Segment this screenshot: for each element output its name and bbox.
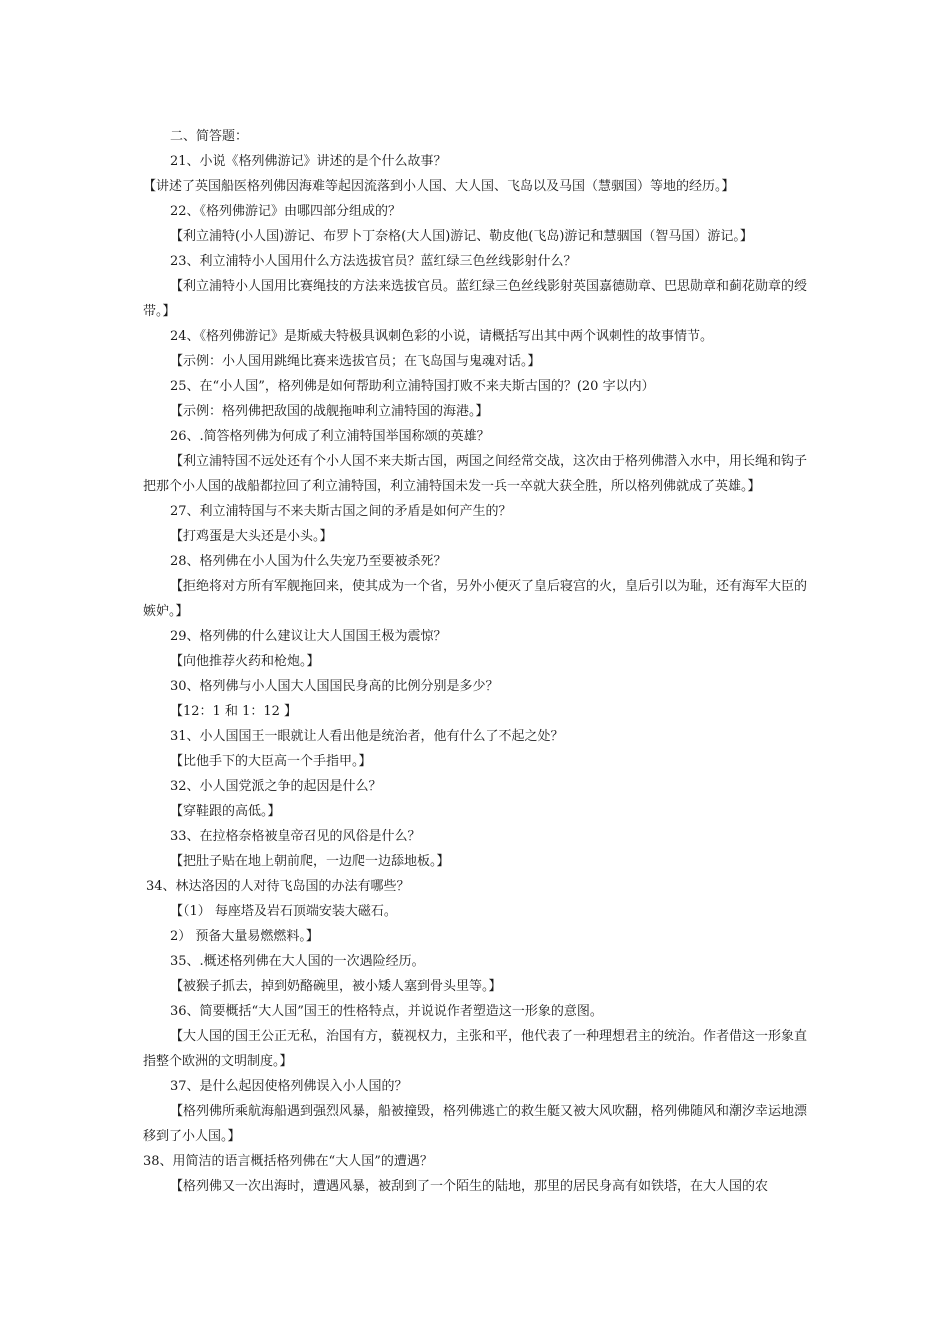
question-32: 32、小人国党派之争的起因是什么？ <box>170 779 382 794</box>
question-28: 28、格列佛在小人国为什么失宠乃至要被杀死？ <box>170 554 447 569</box>
answer-25: 【示例：格列佛把敌国的战舰拖呻利立浦特国的海港。】 <box>170 404 489 419</box>
answer-30: 【12：1 和 1：12 】 <box>170 704 298 719</box>
question-23: 23、利立浦特小人国用什么方法选拔官员？蓝红绿三色丝线影射什么？ <box>170 254 577 269</box>
question-36: 36、简要概括“大人国”国王的性格特点，并说说作者塑造这一形象的意图。 <box>170 1004 603 1019</box>
answer-36: 【大人国的国王公正无私，治国有方，藐视权力，主张和平，他代表了一种理想君主的统治。作者借这一形象直指整个欧洲的文明制度。】 <box>143 1029 808 1069</box>
question-35: 35、.概述格列佛在大人国的一次遇险经历。 <box>170 954 425 969</box>
answer-29: 【向他推荐火药和枪炮。】 <box>170 654 320 669</box>
question-27: 27、利立浦特国与不来夫斯古国之间的矛盾是如何产生的？ <box>170 504 512 519</box>
answer-21: 【讲述了英国船医格列佛因海难等起因流落到小人国、大人国、飞岛以及马国（慧骃国）等地的经历。】 <box>143 179 735 194</box>
answer-24: 【示例：小人国用跳绳比赛来选拔官员；在飞岛国与鬼魂对话。】 <box>170 354 541 369</box>
answer-35: 【被猴子抓去，掉到奶酪碗里，被小矮人塞到骨头里等。】 <box>170 979 502 994</box>
answer-27: 【打鸡蛋是大头还是小头。】 <box>170 529 333 544</box>
question-21: 21、小说《格列佛游记》讲述的是个什么故事？ <box>170 154 447 169</box>
answer-37: 【格列佛所乘航海船遇到强烈风暴，船被撞毁，格列佛逃亡的救生艇又被大风吹翻，格列佛随风和潮汐幸运地漂移到了小人国。】 <box>143 1104 808 1144</box>
question-31: 31、小人国国王一眼就让人看出他是统治者，他有什么了不起之处？ <box>170 729 564 744</box>
answer-33: 【把肚子贴在地上朝前爬，一边爬一边舔地板。】 <box>170 854 450 869</box>
answer-32: 【穿鞋跟的高低。】 <box>170 804 281 819</box>
document-body <box>143 124 807 1199</box>
answer-22: 【利立浦特(小人国)游记、布罗卜丁奈格(大人国)游记、勒皮他(飞岛)游记和慧骃国（智马国）游记。】 <box>170 229 753 244</box>
answer-23: 【利立浦特小人国用比赛绳技的方法来选拔官员。蓝红绿三色丝线影射英国嘉德勋章、巴思勋章和蓟花勋章的绶带。】 <box>143 279 808 319</box>
question-22: 22、《格列佛游记》由哪四部分组成的？ <box>170 204 402 219</box>
question-24: 24、《格列佛游记》是斯威夫特极具讽刺色彩的小说，请概括写出其中两个讽刺性的故事情节。 <box>170 329 714 344</box>
question-34: 34、林达洛因的人对待飞岛国的办法有哪些？ <box>146 879 410 894</box>
answer-26: 【利立浦特国不远处还有个小人国不来夫斯古国，两国之间经常交战，这次由于格列佛潜入水中，用长绳和钩子把那个小人国的战船都拉回了利立浦特国，利立浦特国未发一兵一卒就大获全胜，所以格列佛就成了英雄。】 <box>143 454 808 494</box>
question-33: 33、在拉格奈格被皇帝召见的风俗是什么？ <box>170 829 421 844</box>
question-29: 29、格列佛的什么建议让大人国国王极为震惊？ <box>170 629 447 644</box>
question-26: 26、.简答格列佛为何成了利立浦特国举国称颂的英雄？ <box>170 429 490 444</box>
answer-34-part-1: 【（1） 每座塔及岩石顶端安装大磁石。 <box>170 904 397 919</box>
section-title: 二、简答题： <box>170 129 249 144</box>
question-25: 25、在“小人国”，格列佛是如何帮助利立浦特国打败不来夫斯古国的？(20 字以内） <box>170 379 655 394</box>
question-30: 30、格列佛与小人国大人国国民身高的比例分别是多少？ <box>170 679 499 694</box>
question-38: 38、用简洁的语言概括格列佛在“大人国”的遭遇？ <box>143 1154 433 1169</box>
answer-38: 【格列佛又一次出海时，遭遇风暴，被刮到了一个陌生的陆地，那里的居民身高有如铁塔，在大人国的农 <box>170 1179 769 1194</box>
answer-34-part-2: 2） 预备大量易燃燃料。】 <box>170 929 319 944</box>
answer-31: 【比他手下的大臣高一个手指甲。】 <box>170 754 372 769</box>
answer-28: 【拒绝将对方所有军舰拖回来，使其成为一个省，另外小便灭了皇后寝宫的火，皇后引以为耻，还有海军大臣的嫉妒。】 <box>143 579 808 619</box>
question-37: 37、是什么起因使格列佛误入小人国的？ <box>170 1079 408 1094</box>
